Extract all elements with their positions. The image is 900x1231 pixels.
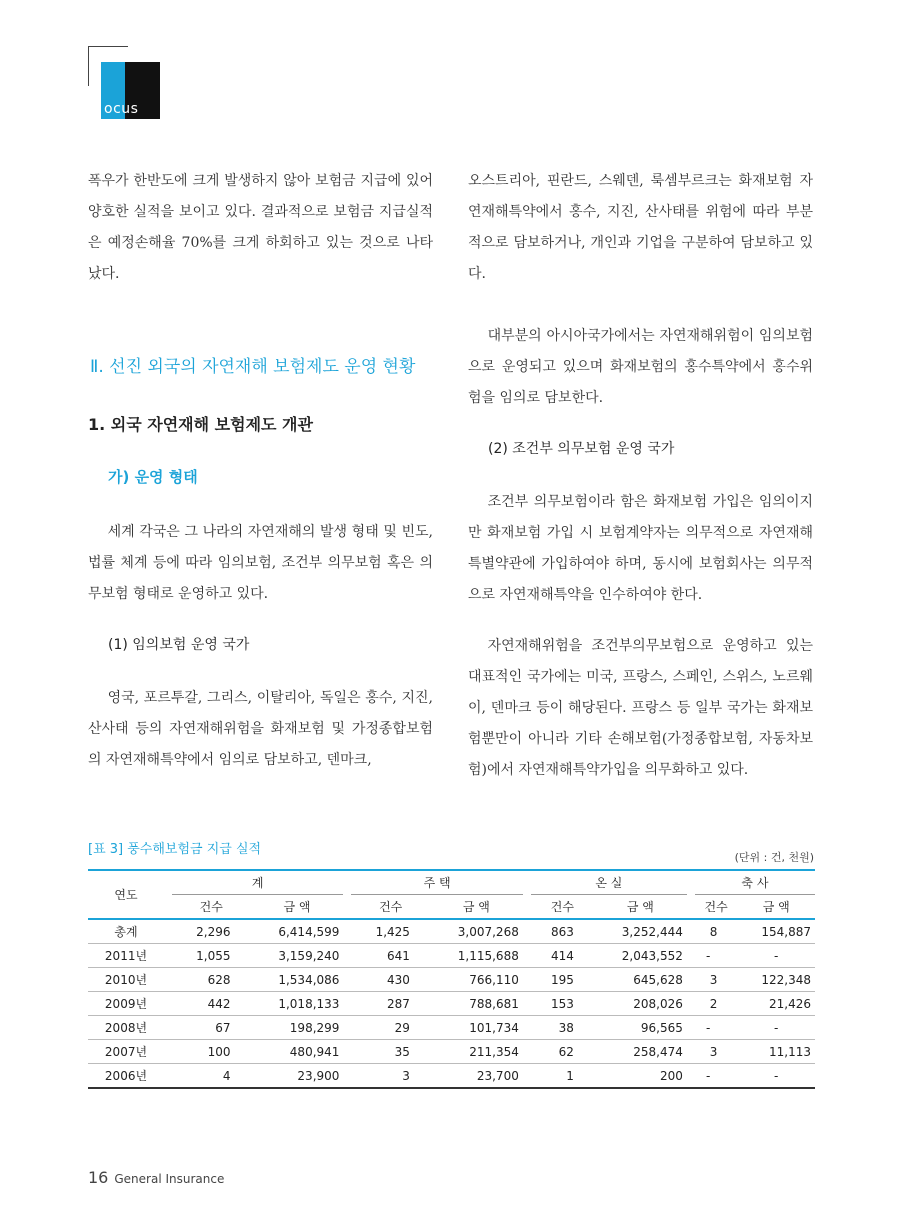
header-count: 건수	[351, 895, 430, 920]
cell-livestock-count: 3	[695, 968, 738, 992]
cell-house-amount: 1,115,688	[430, 944, 523, 968]
cell-house-amount: 766,110	[430, 968, 523, 992]
table-row	[88, 944, 815, 968]
table-unit: (단위 : 건, 천원)	[734, 851, 814, 864]
payout-table	[88, 869, 815, 1089]
cell-greenhouse-amount: 2,043,552	[594, 944, 687, 968]
cell-livestock-amount: 122,348	[737, 968, 815, 992]
logo-text: ocus	[104, 101, 139, 117]
logo-corner-line-horizontal	[88, 46, 128, 47]
cell-total-count: 1,055	[172, 944, 251, 968]
cell-total-amount: 23,900	[251, 1064, 344, 1089]
cell-livestock-amount: -	[737, 944, 815, 968]
cell-livestock-count: 2	[695, 992, 738, 1016]
table-row	[88, 1016, 815, 1040]
cell-total-count: 628	[172, 968, 251, 992]
cell-livestock-amount: 11,113	[737, 1040, 815, 1064]
cell-livestock-count: 3	[695, 1040, 738, 1064]
table-row	[88, 992, 815, 1016]
page-footer	[88, 1168, 224, 1187]
cell-livestock-amount: -	[737, 1016, 815, 1040]
right-paragraph-3: 조건부 의무보험이라 함은 화재보험 가입은 임의이지만 화재보험 가입 시 보험계약자는 의무적으로 자연재해특별약관에 가입하여야 하며, 동시에 보험회사는 의무적으로 자연재해특약을 인수하여야 한다.	[468, 494, 813, 603]
cell-total-amount: 3,159,240	[251, 944, 344, 968]
cell-greenhouse-count: 863	[531, 919, 594, 944]
cell-year: 2009년	[88, 992, 164, 1016]
cell-greenhouse-amount: 200	[594, 1064, 687, 1089]
cell-house-count: 641	[351, 944, 430, 968]
cell-greenhouse-amount: 208,026	[594, 992, 687, 1016]
cell-house-count: 3	[351, 1064, 430, 1089]
cell-greenhouse-count: 153	[531, 992, 594, 1016]
cell-house-amount: 788,681	[430, 992, 523, 1016]
cell-livestock-amount: 21,426	[737, 992, 815, 1016]
cell-greenhouse-amount: 645,628	[594, 968, 687, 992]
cell-total-count: 4	[172, 1064, 251, 1089]
table-body	[88, 919, 815, 1088]
cell-total-count: 67	[172, 1016, 251, 1040]
cell-house-count: 35	[351, 1040, 430, 1064]
section-title: Ⅱ. 선진 외국의 자연재해 보험제도 운영 현황	[90, 357, 416, 377]
cell-total-amount: 1,018,133	[251, 992, 344, 1016]
heading-voluntary-insurance: (1) 임의보험 운영 국가	[108, 637, 250, 653]
cell-house-amount: 101,734	[430, 1016, 523, 1040]
cell-house-count: 430	[351, 968, 430, 992]
right-paragraph-1: 오스트리아, 핀란드, 스웨덴, 룩셈부르크는 화재보험 자연재해특약에서 홍수, 지진, 산사태를 위험에 따라 부분적으로 담보하거나, 개인과 기업을 구분하여 담보하고 있다.	[468, 173, 813, 282]
table-row	[88, 968, 815, 992]
publication-name: General Insurance	[114, 1172, 225, 1186]
subsection-title: 1. 외국 자연재해 보험제도 개관	[88, 415, 313, 434]
header-group-livestock: 축 사	[695, 870, 815, 895]
cell-house-count: 287	[351, 992, 430, 1016]
cell-year: 2007년	[88, 1040, 164, 1064]
header-group-house: 주 택	[351, 870, 522, 895]
cell-house-amount: 3,007,268	[430, 919, 523, 944]
header-amount: 금 액	[594, 895, 687, 920]
cell-house-amount: 23,700	[430, 1064, 523, 1089]
left-paragraph-2: 세계 각국은 그 나라의 자연재해의 발생 형태 및 빈도, 법률 체계 등에 따라 임의보험, 조건부 의무보험 혹은 의무보험 형태로 운영하고 있다.	[88, 524, 433, 602]
cell-total-amount: 1,534,086	[251, 968, 344, 992]
cell-total-amount: 198,299	[251, 1016, 344, 1040]
header-amount: 금 액	[251, 895, 344, 920]
cell-year: 총계	[88, 919, 164, 944]
right-column	[468, 166, 813, 786]
cell-greenhouse-count: 195	[531, 968, 594, 992]
cell-total-amount: 6,414,599	[251, 919, 344, 944]
cell-livestock-count: -	[695, 1064, 738, 1089]
table-row	[88, 1064, 815, 1089]
left-column	[88, 166, 433, 776]
table-header-row-2	[88, 895, 815, 920]
cell-year: 2011년	[88, 944, 164, 968]
cell-greenhouse-count: 414	[531, 944, 594, 968]
cell-total-count: 2,296	[172, 919, 251, 944]
cell-livestock-count: -	[695, 1016, 738, 1040]
cell-greenhouse-amount: 96,565	[594, 1016, 687, 1040]
left-paragraph-3: 영국, 포르투갈, 그리스, 이탈리아, 독일은 홍수, 지진, 산사태 등의 자연재해위험을 화재보험 및 가정종합보험의 자연재해특약에서 임의로 담보하고, 덴마크,	[88, 690, 433, 768]
cell-livestock-count: 8	[695, 919, 738, 944]
left-paragraph-1: 폭우가 한반도에 크게 발생하지 않아 보험금 지급에 있어 양호한 실적을 보이고 있다. 결과적으로 보험금 지급실적은 예정손해율 70%를 크게 하회하고 있는 것으로 나타났다.	[88, 173, 433, 282]
header-count: 건수	[531, 895, 594, 920]
header-count: 건수	[172, 895, 251, 920]
header-group-greenhouse: 온 실	[531, 870, 687, 895]
cell-livestock-amount: -	[737, 1064, 815, 1089]
page-number: 16	[88, 1168, 109, 1187]
table-header-row-1	[88, 870, 815, 895]
header-amount: 금 액	[430, 895, 523, 920]
header-count: 건수	[695, 895, 738, 920]
right-paragraph-4: 자연재해위험을 조건부의무보험으로 운영하고 있는 대표적인 국가에는 미국, 프랑스, 스페인, 스위스, 노르웨이, 덴마크 등이 해당된다. 프랑스 등 일부 국가는 화재보험뿐만이 아니라 기타 손해보험(가정종합보험, 자동차보험)에서 자연재해특약가입을 의무화하고 있다.	[468, 638, 813, 778]
cell-year: 2006년	[88, 1064, 164, 1089]
cell-greenhouse-count: 62	[531, 1040, 594, 1064]
cell-greenhouse-count: 38	[531, 1016, 594, 1040]
cell-greenhouse-amount: 258,474	[594, 1040, 687, 1064]
cell-greenhouse-amount: 3,252,444	[594, 919, 687, 944]
table-caption: [표 3] 풍수해보험금 지급 실적	[88, 842, 262, 857]
cell-year: 2010년	[88, 968, 164, 992]
table-row	[88, 919, 815, 944]
cell-year: 2008년	[88, 1016, 164, 1040]
header-year: 연도	[88, 870, 164, 919]
cell-total-amount: 480,941	[251, 1040, 344, 1064]
cell-greenhouse-count: 1	[531, 1064, 594, 1089]
right-paragraph-2: 대부분의 아시아국가에서는 자연재해위험이 임의보험으로 운영되고 있으며 화재보험의 홍수특약에서 홍수위험을 임의로 담보한다.	[468, 328, 813, 406]
header-group-total: 계	[172, 870, 343, 895]
ga-title: 가) 운영 형태	[108, 468, 198, 486]
cell-total-count: 442	[172, 992, 251, 1016]
cell-livestock-amount: 154,887	[737, 919, 815, 944]
header-amount: 금 액	[737, 895, 815, 920]
logo-corner-line-vertical	[88, 46, 89, 86]
table-row	[88, 1040, 815, 1064]
cell-livestock-count: -	[695, 944, 738, 968]
cell-house-count: 1,425	[351, 919, 430, 944]
cell-house-count: 29	[351, 1016, 430, 1040]
heading-conditional-insurance: (2) 조건부 의무보험 운영 국가	[488, 441, 675, 457]
cell-total-count: 100	[172, 1040, 251, 1064]
cell-house-amount: 211,354	[430, 1040, 523, 1064]
